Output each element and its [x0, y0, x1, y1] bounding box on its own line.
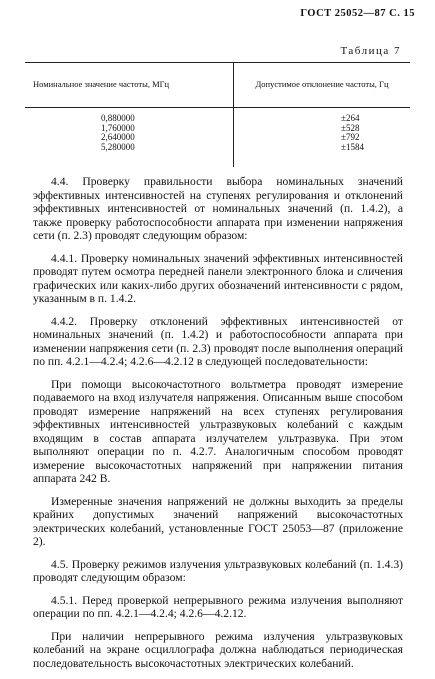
paragraph-4-4-2: 4.4.2. Проверку отклонений эффективных интенсивностей от номинальных значений (п. 1.4.2) и работоспособности аппарата при изменении напряжения сети (п. 2.3) проводят после выполнения операций по пп. 4.2.1—4.2.4; 4.2.6—4.2.12 в следующей последовательности:: [33, 314, 403, 368]
table-value: ±1584: [341, 141, 364, 152]
table-value: ±264: [341, 113, 360, 123]
paragraph-4-4-1: 4.4.1. Проверку номинальных значений эффективных интенсивностей проводят путем осмотра передней панели электронного блока и сличения графических или каких-либо других обозначений интенсивности с рядом, указанным в п. 1.4.2.: [33, 251, 403, 305]
deviation-cell: [234, 108, 411, 168]
col-nominal-frequency-header: Номинальное значение частоты, МГц: [25, 63, 234, 108]
paragraph-4-5-1: 4.5.1. Перед проверкой непрерывного режима излучения выполняют операции по пп. 4.2.1—4.2.4; 4.2.6—4.2.12.: [33, 593, 403, 620]
nominal-frequency-cell: [25, 108, 234, 168]
paragraph-4-4: 4.4. Проверку правильности выбора номинальных значений эффективных интенсивностей на ступенях регулирования и отклонений эффективных интенсивностей от номинальных значений (п. 1.4.2), а также проверку работоспособности аппарата при изменении напряжения сети (п. 2.3) проводят следующим образом:: [33, 175, 403, 242]
body-text: [33, 175, 403, 679]
paragraph-4-5: 4.5. Проверку режимов излучения ультразвуковых колебаний (п. 1.4.3) проводят следующим образом:: [33, 557, 403, 584]
table-caption: Таблица 7: [340, 45, 401, 57]
col-deviation-header: Допустимое отклонение частоты, Гц: [234, 63, 411, 108]
table-value: 2,640000: [101, 132, 135, 142]
paragraph-voltmeter: При помощи высокочастотного вольтметра проводят измерение подаваемого на вход излучателя напряжения. Описанным выше способом проводят измерение напряжений на всех ступенях регулирования эффективных интенсивностей ультразвуковых колебаний с каждым входящим в состав аппарата излучателем ультразвука. При этом выполняют операции по п. 4.2.7. Аналогичным способом проводят измерение высокочастотных напряжений при напряжении питания аппарата 242 В.: [33, 377, 403, 485]
table-value: 5,280000: [101, 141, 135, 152]
page-header: ГОСТ 25052—87 С. 15: [300, 8, 415, 19]
table-value: ±528: [341, 122, 360, 133]
paragraph-oscilloscope: При наличии непрерывного режима излучения ультразвуковых колебаний на экране осциллографа должна наблюдаться периодическая последовательность высокочастотных электрических колебаний.: [33, 629, 403, 670]
frequency-table: [25, 62, 410, 167]
table-value: 1,760000: [101, 122, 135, 133]
table-value: ±792: [341, 132, 360, 142]
table-value: 0,880000: [101, 113, 135, 123]
paragraph-limits: Измеренные значения напряжений не должны выходить за пределы крайних допустимых значений напряжений высокочастотных электрических колебаний, установленные ГОСТ 25053—87 (приложение 2).: [33, 494, 403, 548]
